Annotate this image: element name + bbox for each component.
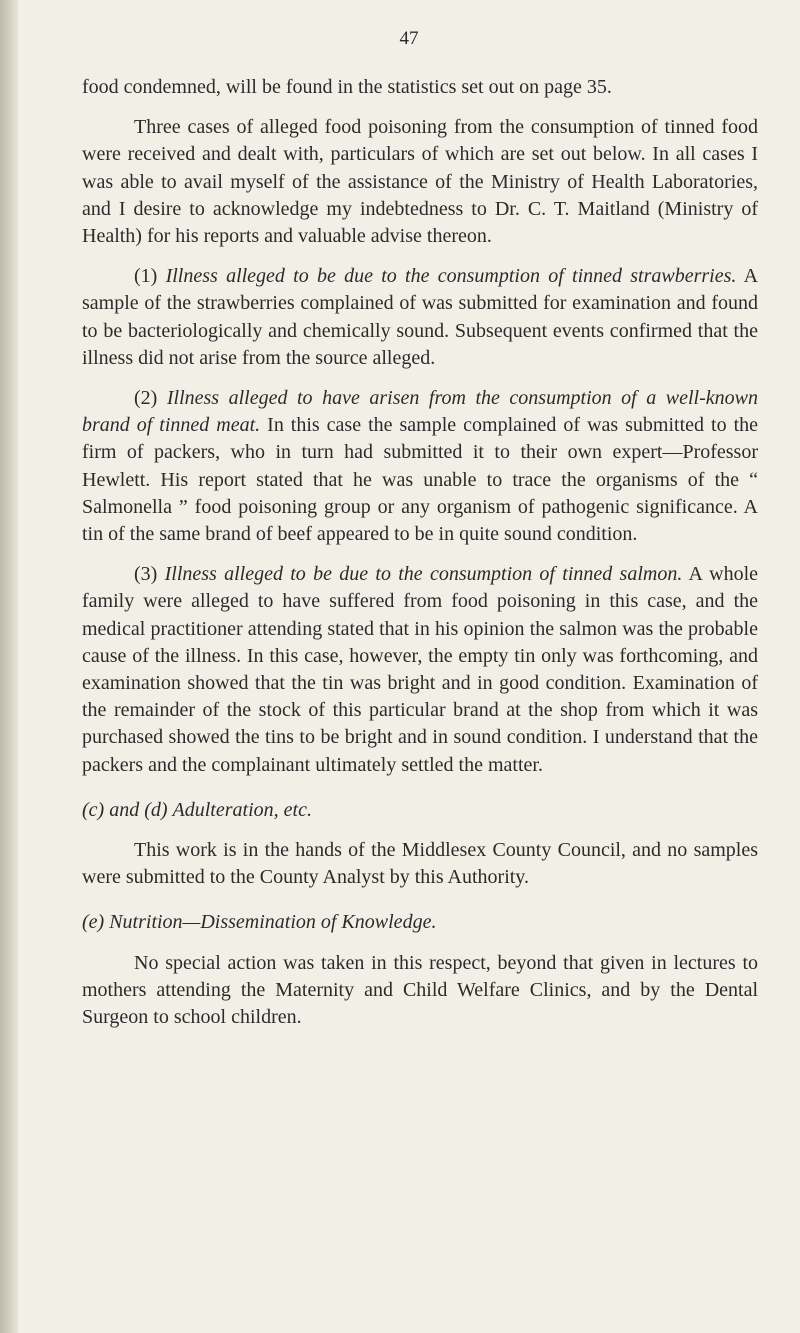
case-3-title: Illness alleged to be due to the consumption of tinned salmon. bbox=[164, 563, 683, 586]
section-cd-body: This work is in the hands of the Middlesex County Council, and no samples were submitted to the County Analyst by this Authority. bbox=[82, 839, 758, 889]
case-3-number: (3) bbox=[134, 563, 158, 586]
case-1-title: Illness alleged to be due to the consumption of tinned strawberries. bbox=[165, 265, 737, 288]
section-e-heading bbox=[82, 909, 758, 936]
section-e-label: (e) bbox=[82, 911, 105, 934]
case-2-title: Illness alleged to have arisen from the consumption of a well-known brand of tinned meat. bbox=[82, 387, 758, 437]
section-cd-title: Adulteration, etc. bbox=[172, 798, 312, 821]
case-1-body: A sample of the strawberries complained of was submitted for examination and found to be bacteriologically and chemically sound. Subsequent events confirmed that the illness did not arise from the source alleged. bbox=[82, 265, 759, 369]
case-2-body: In this case the sample complained of was submitted to the firm of packers, who in turn had submitted it to their own expert—Professor Hewlett. His report stated that he was unable to trace the organisms of the “ Salmonella ” food poisoning group or any organism of pathogenic significance. A tin of the same brand of beef appeared to be in quite sound condition. bbox=[82, 414, 758, 546]
document-page bbox=[18, 0, 800, 1333]
section-cd-heading bbox=[82, 797, 758, 824]
page-body bbox=[82, 74, 758, 1031]
page-number: 47 bbox=[399, 28, 419, 49]
case-3-paragraph bbox=[82, 561, 758, 779]
case-2-paragraph bbox=[82, 385, 758, 548]
case-1-paragraph bbox=[82, 263, 758, 372]
section-e-title: Nutrition—Dissemination of Knowledge. bbox=[109, 911, 437, 934]
paragraph-food-poisoning-intro: Three cases of alleged food poisoning from the consumption of tinned food were received and dealt with, particulars of which are set out below. In all cases I was able to avail myself of the assistance of the Ministry of Health Laboratories, and I desire to acknowledge my indebtedness to Dr. C. T. Maitland (Ministry of Health) for his reports and valuable advise thereon. bbox=[82, 116, 758, 248]
paragraph-continuation: food condemned, will be found in the statistics set out on page 35. bbox=[82, 76, 612, 98]
case-2-number: (2) bbox=[134, 387, 158, 410]
section-e-body: No special action was taken in this respect, beyond that given in lectures to mothers attending the Maternity and Child Welfare Clinics, and by the Dental Surgeon to school children. bbox=[82, 951, 758, 1029]
case-3-body: A whole family were alleged to have suffered from food poisoning in this case, and the medical practitioner attending stated that in his opinion the salmon was the probable cause of the illness. In this case, however, the empty tin only was forthcoming, and examination showed that the tin was bright and in good condition. Examination of the remainder of the stock of this particular brand at the shop from which it was purchased showed the tins to be bright and in sound condition. I understand that the packers and the complainant ultimately settled the matter. bbox=[82, 563, 759, 776]
section-cd-label: (c) and (d) bbox=[82, 798, 168, 821]
case-1-number: (1) bbox=[134, 265, 158, 288]
